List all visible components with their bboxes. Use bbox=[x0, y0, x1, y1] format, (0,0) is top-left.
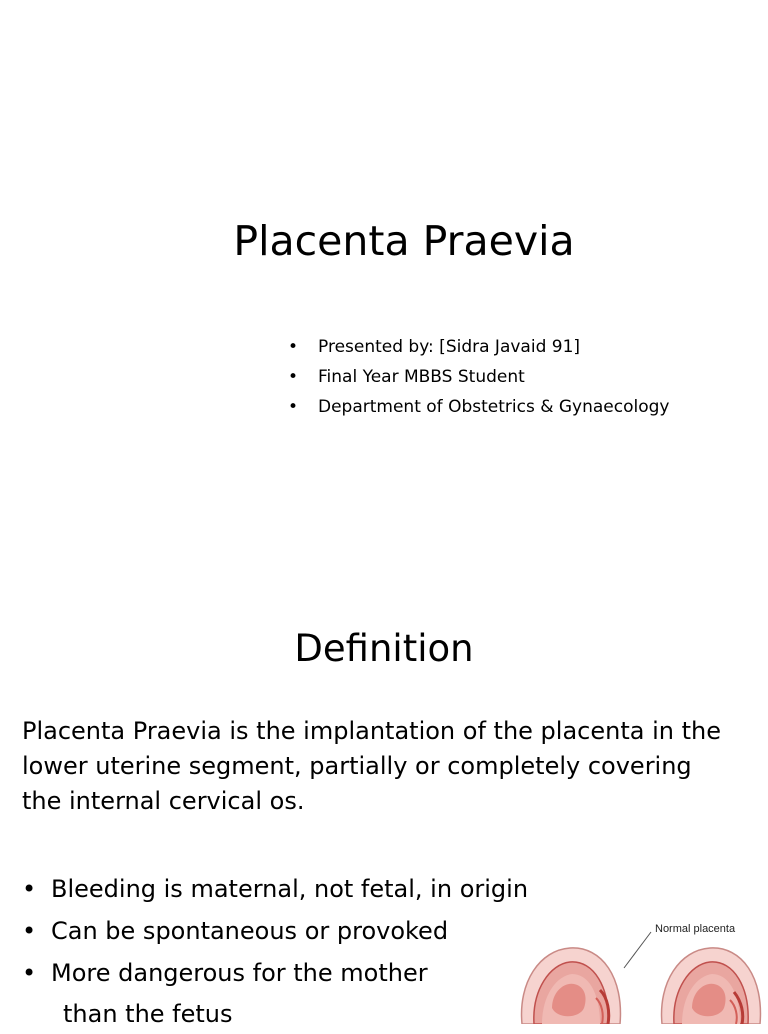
slide-definition bbox=[0, 576, 768, 1028]
list-item: • Bleeding is maternal, not fetal, in origin bbox=[22, 868, 528, 910]
placenta-illustration bbox=[512, 912, 768, 1024]
list-item: • Final Year MBBS Student bbox=[286, 362, 669, 392]
key-points-list bbox=[22, 868, 528, 1034]
definition-text: Placenta Praevia is the implantation of the placenta in the lower uterine segment, partially or completely covering the internal cervical os. bbox=[22, 717, 721, 815]
list-item: • Can be spontaneous or provoked bbox=[22, 910, 528, 952]
list-item: • Department of Obstetrics & Gynaecology bbox=[286, 392, 669, 422]
list-item: • Presented by: [Sidra Javaid 91] bbox=[286, 332, 669, 362]
slide-title-heading: Placenta Praevia bbox=[233, 217, 575, 265]
figure-label: Normal placenta bbox=[655, 923, 736, 935]
definition-heading: Definition bbox=[294, 627, 474, 670]
presenter-info-list bbox=[286, 332, 669, 422]
list-item-continuation: than the fetus bbox=[63, 1000, 233, 1028]
list-item: • More dangerous for the mother bbox=[22, 952, 528, 994]
